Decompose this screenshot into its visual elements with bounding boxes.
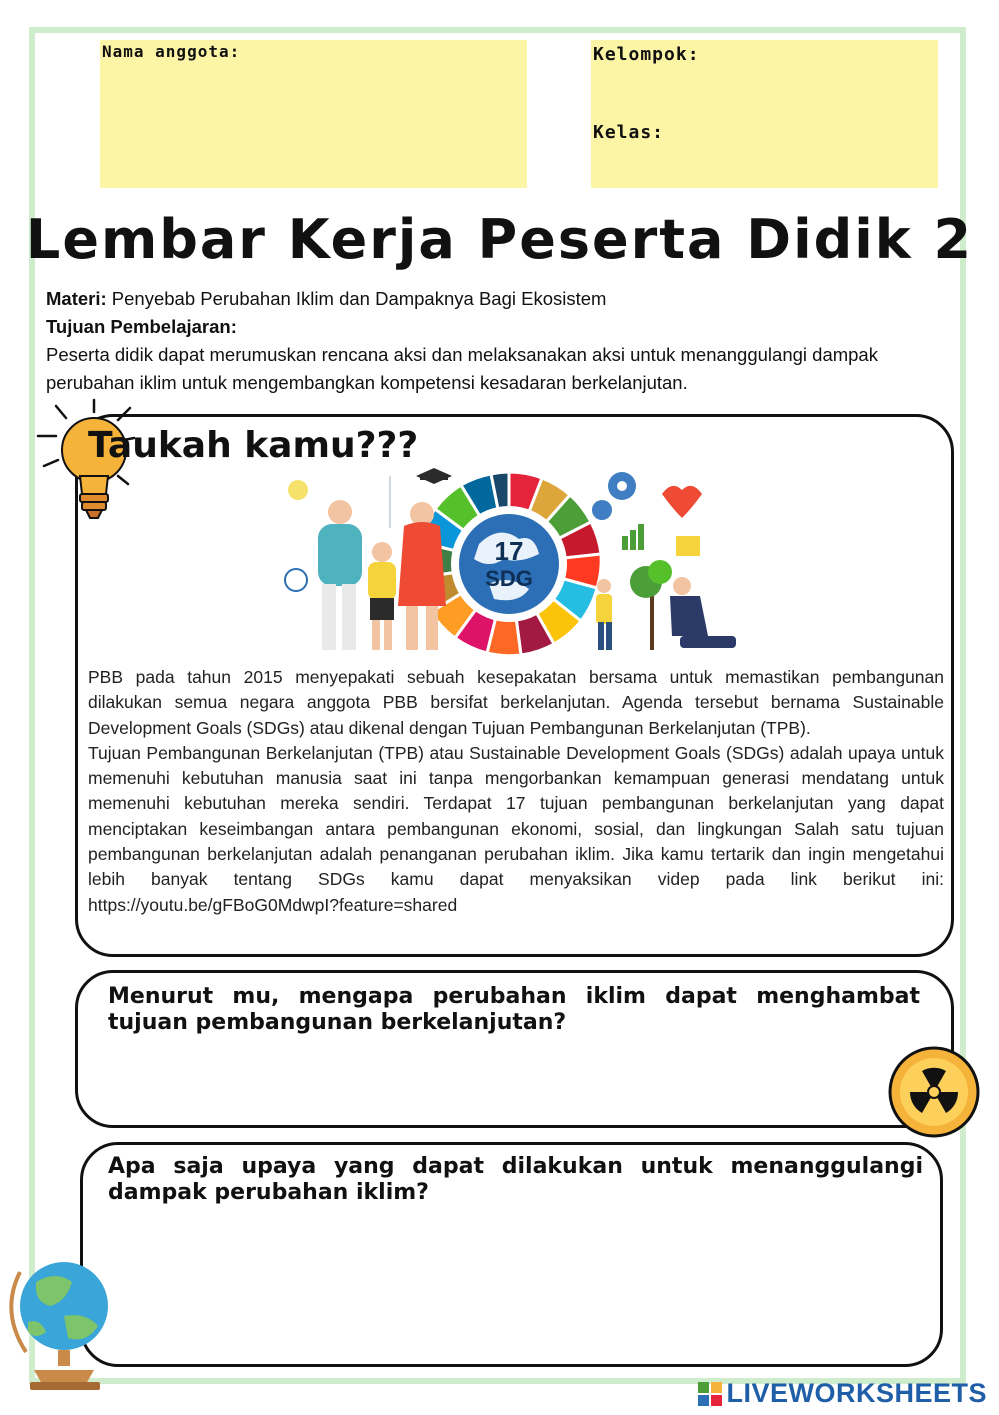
sdg-wheel-icon [417, 472, 601, 656]
materi-value: Penyebab Perubahan Iklim dan Dampaknya Bagi Ekosistem [111, 288, 607, 309]
family-figures [285, 476, 446, 650]
globe-icon [6, 1252, 110, 1392]
info-card-heading: Taukah kamu??? [88, 425, 419, 466]
liveworksheets-text: LIVEWORKSHEETS [726, 1378, 987, 1408]
sdg-badge-label: SDG [485, 566, 533, 591]
materi-label: Materi: [46, 288, 107, 309]
question-2-text: Apa saja upaya yang dapat dilakukan untuk menanggulangi dampak perubahan iklim? [108, 1154, 923, 1205]
tujuan-heading [46, 313, 946, 341]
tujuan-label: Tujuan Pembelajaran: [46, 316, 237, 337]
kelas-label: Kelas: [593, 122, 665, 143]
page-title: Lembar Kerja Peserta Didik 2 [25, 208, 974, 271]
nama-anggota-label: Nama anggota: [102, 42, 241, 61]
liveworksheets-logo [698, 1378, 987, 1409]
sdg-badge-number: 17 [494, 536, 524, 566]
sdg-illustration [280, 466, 750, 662]
nama-anggota-field[interactable] [100, 40, 527, 188]
materi-line [46, 285, 946, 313]
info-paragraph-2: Tujuan Pembangunan Berkelanjutan (TPB) atau Sustainable Development Goals (SDGs) adalah upaya untuk memenuhi kebutuhan manusia saat ini tanpa mengorbankan kemampuan generasi mendatang untuk memenuhi kebutuhan mereka sendiri. Terdapat 17 tujuan pembangunan berkelanjutan yang dapat menciptakan keseimbangan antara pembangunan ekonomi, sosial, dan lingkungan Salah satu tujuan pembangunan berkelanjutan adalah penanganan perubahan iklim. Jika kamu tertarik dan ingin mengetahui lebih banyak tentang SDGs kamu dapat menyaksikan videp pada link berikut ini: https://youtu.be/gFBoG0MdwpI?feature=shared [88, 742, 944, 915]
info-paragraph-1: PBB pada tahun 2015 menyepakati sebuah kesepakatan bersama untuk memastikan pembangunan dilakukan semua negara anggota PBB bersifat berkelanjutan. Agenda tersebut bernama Sustainable Development Goals (SDGs) atau dikenal dengan Tujuan Pembangunan Berkelanjutan (TPB). [88, 667, 944, 738]
tujuan-text: Peserta didik dapat merumuskan rencana aksi dan melaksanakan aksi untuk menanggulangi dampak perubahan iklim untuk mengembangkan kompetensi kesadaran berkelanjutan. [46, 344, 878, 393]
kelompok-label: Kelompok: [593, 44, 700, 65]
radiation-icon [888, 1046, 980, 1138]
liveworksheets-icon [698, 1382, 722, 1406]
kelompok-kelas-field[interactable] [591, 40, 938, 188]
question-1-text: Menurut mu, mengapa perubahan iklim dapat menghambat tujuan pembangunan berkelanjutan? [108, 984, 920, 1035]
info-card-body [88, 665, 944, 918]
